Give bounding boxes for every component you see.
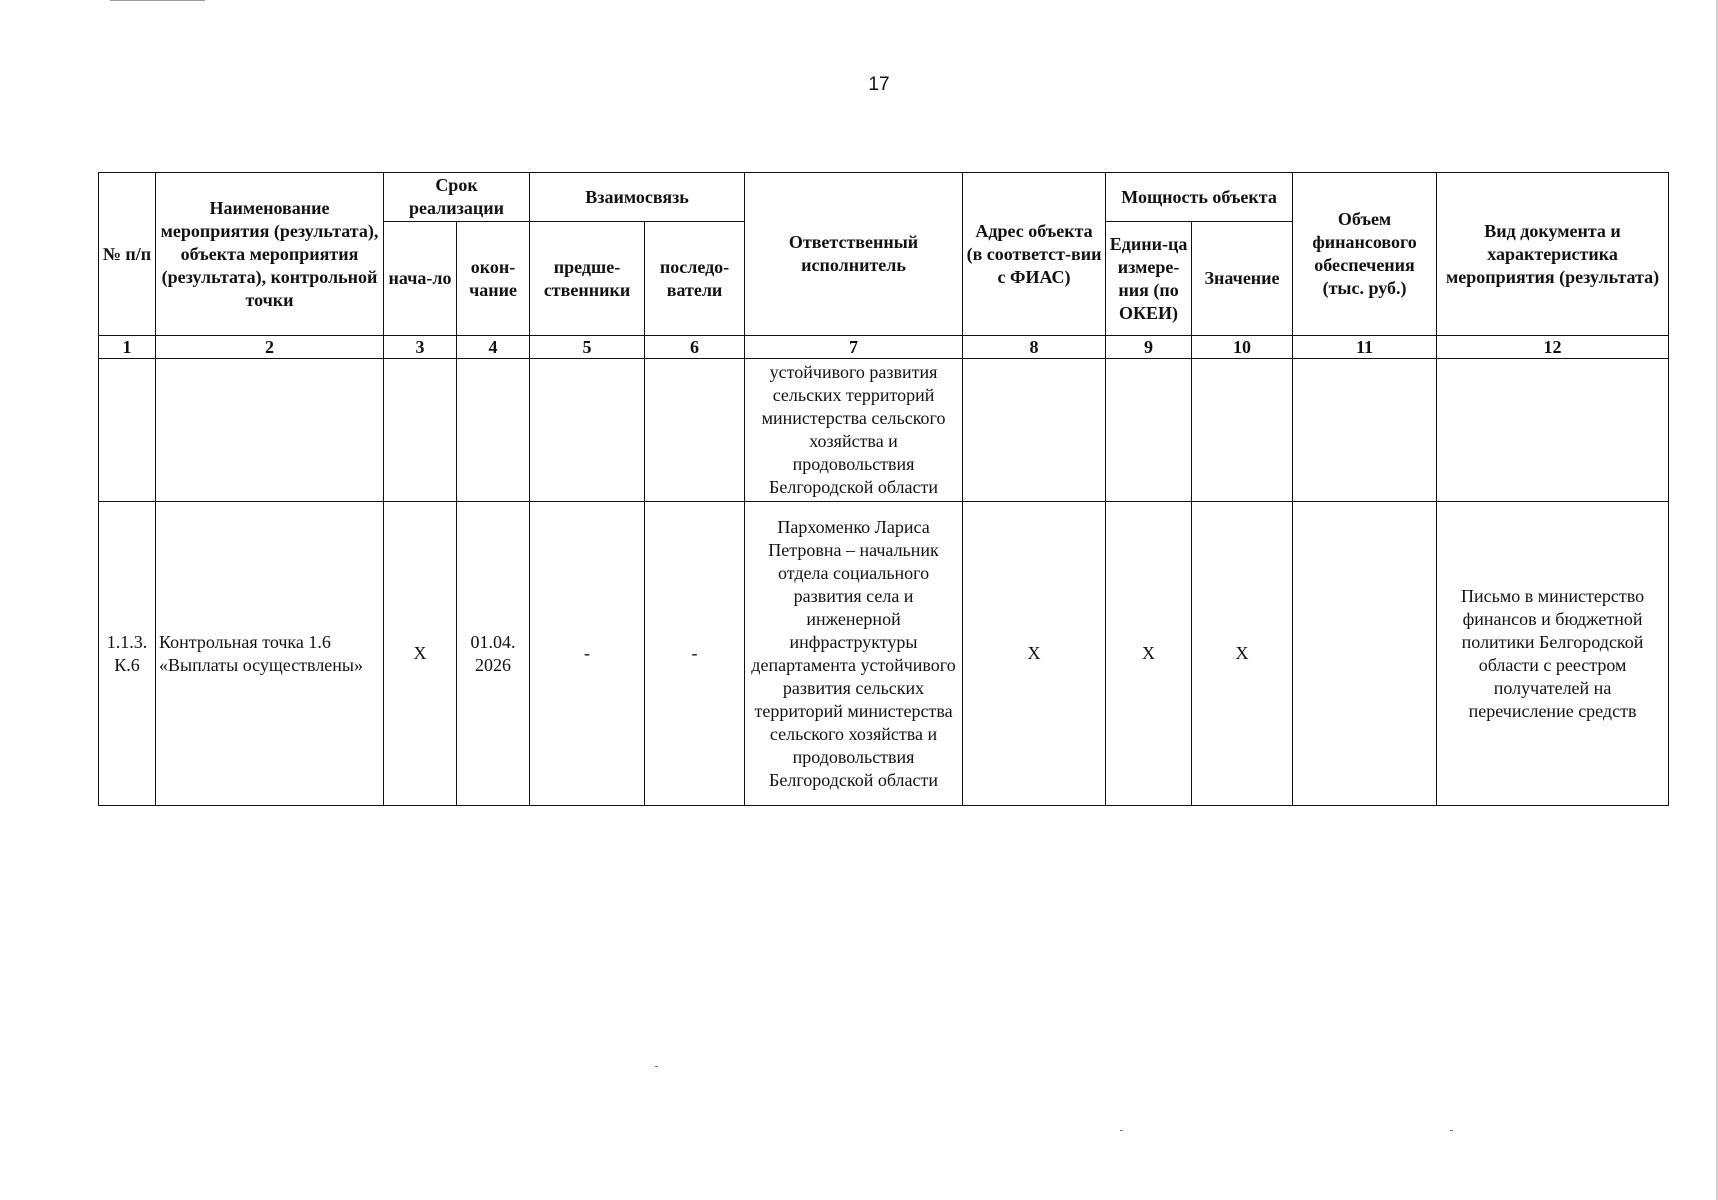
header-term-end: окон-чание	[457, 222, 530, 336]
scan-mark	[110, 0, 205, 1]
column-number: 7	[745, 336, 963, 359]
row-address: X	[963, 502, 1106, 806]
header-finance: Объем финансового обеспечения (тыс. руб.)	[1293, 173, 1437, 336]
header-link: Взаимосвязь	[530, 173, 745, 222]
row-num: 1.1.3. К.6	[99, 502, 156, 806]
empty-cell	[1106, 359, 1192, 502]
row-finance	[1293, 502, 1437, 806]
row-end: 01.04. 2026	[457, 502, 530, 806]
empty-cell	[1192, 359, 1293, 502]
continuation-row	[99, 359, 1669, 502]
header-term: Срок реализации	[384, 173, 530, 222]
header-executor: Ответственный исполнитель	[745, 173, 963, 336]
empty-cell	[1437, 359, 1669, 502]
row-executor: Пархоменко Лариса Петровна – начальник отдела социального развития села и инженерной инфраструктуры департамента устойчивого развития сельских территорий министерства сельского хозяйства и продовольствия Белгородской области	[745, 502, 963, 806]
header-term-start: нача-ло	[384, 222, 457, 336]
column-number-row	[99, 336, 1669, 359]
table-row	[99, 502, 1669, 806]
empty-cell	[156, 359, 384, 502]
scan-speck	[1120, 1130, 1123, 1131]
empty-cell	[963, 359, 1106, 502]
column-number: 11	[1293, 336, 1437, 359]
plan-table	[98, 172, 1669, 806]
empty-cell	[1293, 359, 1437, 502]
header-address: Адрес объекта (в соответст-вии с ФИАС)	[963, 173, 1106, 336]
header-capacity-unit: Едини-ца измере-ния (по ОКЕИ)	[1106, 222, 1192, 336]
header-capacity-value: Значение	[1192, 222, 1293, 336]
column-number: 9	[1106, 336, 1192, 359]
column-number: 2	[156, 336, 384, 359]
row-name: Контрольная точка 1.6 «Выплаты осуществлены»	[156, 502, 384, 806]
empty-cell	[457, 359, 530, 502]
page-number: 17	[868, 74, 890, 95]
column-number: 6	[645, 336, 745, 359]
column-number: 8	[963, 336, 1106, 359]
column-number: 4	[457, 336, 530, 359]
header-capacity: Мощность объекта	[1106, 173, 1293, 222]
scan-speck	[1450, 1130, 1453, 1131]
column-number: 12	[1437, 336, 1669, 359]
row-doc: Письмо в министерство финансов и бюджетной политики Белгородской области с реестром получателей на перечисление средств	[1437, 502, 1669, 806]
row-start: X	[384, 502, 457, 806]
column-number: 3	[384, 336, 457, 359]
row-value: X	[1192, 502, 1293, 806]
header-link-pred: предше-ственники	[530, 222, 645, 336]
column-number: 10	[1192, 336, 1293, 359]
header-doc: Вид документа и характеристика мероприятия (результата)	[1437, 173, 1669, 336]
header-name: Наименование мероприятия (результата), объекта мероприятия (результата), контрольной точки	[156, 173, 384, 336]
column-number: 5	[530, 336, 645, 359]
header-row-1	[99, 173, 1669, 222]
row-pred: -	[530, 502, 645, 806]
empty-cell	[530, 359, 645, 502]
row-succ: -	[645, 502, 745, 806]
row-unit: X	[1106, 502, 1192, 806]
empty-cell	[645, 359, 745, 502]
empty-cell	[384, 359, 457, 502]
scan-speck	[655, 1066, 658, 1067]
empty-cell	[99, 359, 156, 502]
executor-continued: устойчивого развития сельских территорий министерства сельского хозяйства и продовольствия Белгородской области	[745, 359, 963, 502]
header-num: № п/п	[99, 173, 156, 336]
column-number: 1	[99, 336, 156, 359]
header-link-succ: последо-ватели	[645, 222, 745, 336]
